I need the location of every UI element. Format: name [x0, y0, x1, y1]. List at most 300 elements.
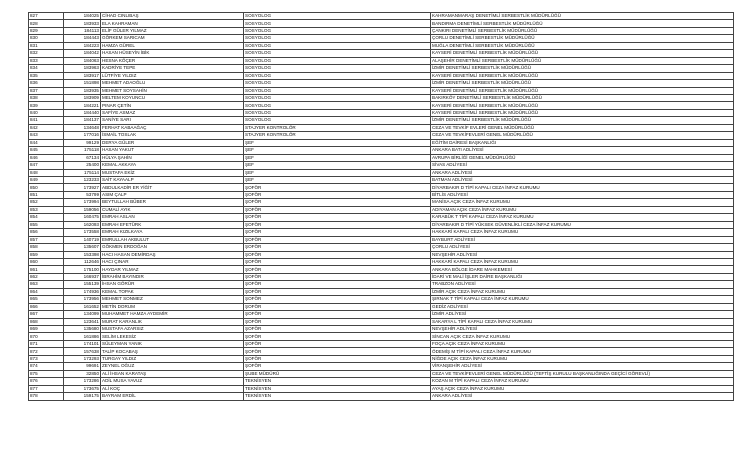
job-title-cell: ŞEF — [244, 162, 431, 169]
table-row — [29, 348, 734, 355]
workplace-unit-cell: AYAŞ AÇIK CEZA İNFAZ KURUMU — [431, 385, 734, 392]
full-name-cell: SANİYE SARI — [101, 117, 244, 124]
full-name-cell: İSMAİL TOSLAK — [101, 132, 244, 139]
row-number-cell: 839 — [29, 102, 64, 109]
job-title-cell: SOSYOLOG — [244, 50, 431, 57]
table-row — [29, 191, 734, 198]
workplace-unit-cell: ANKARA BÖLGE İDARE MAHKEMESİ — [431, 266, 734, 273]
full-name-cell: HASAN YAKUT — [101, 147, 244, 154]
table-row — [29, 65, 734, 72]
row-number-cell: 850 — [29, 184, 64, 191]
row-number-cell: 845 — [29, 147, 64, 154]
row-number-cell: 838 — [29, 94, 64, 101]
row-number-cell: 833 — [29, 57, 64, 64]
workplace-unit-cell: BAKIRKÖY DENETİMLİ SERBESTLİK MÜDÜRLÜĞÜ — [431, 94, 734, 101]
workplace-unit-cell: KAYSERİ DENETİMLİ SERBESTLİK MÜDÜRLÜĞÜ — [431, 87, 734, 94]
full-name-cell: EMRAH ASLAN — [101, 214, 244, 221]
workplace-unit-cell: İZMİR ADLİYESİ — [431, 311, 734, 318]
registry-number-cell: 140719 — [64, 236, 101, 243]
row-number-cell: 848 — [29, 169, 64, 176]
full-name-cell: ABDULKADİR ER YİĞİT — [101, 184, 244, 191]
registry-number-cell: 53799 — [64, 191, 101, 198]
registry-number-cell: 183935 — [64, 87, 101, 94]
full-name-cell: ELA KAHRAMAN — [101, 20, 244, 27]
row-number-cell: 872 — [29, 348, 64, 355]
registry-number-cell: 134648 — [64, 124, 101, 131]
row-number-cell: 860 — [29, 258, 64, 265]
job-title-cell: SOSYOLOG — [244, 42, 431, 49]
job-title-cell: ŞOFÖR — [244, 281, 431, 288]
table-row — [29, 281, 734, 288]
row-number-cell: 862 — [29, 273, 64, 280]
full-name-cell: LÜTFİYE YILDIZ — [101, 72, 244, 79]
workplace-unit-cell: BİTLİS ADLİYESİ — [431, 191, 734, 198]
workplace-unit-cell: DİYARBAKIR D TİPİ KAPALI CEZA İNFAZ KURUMU — [431, 184, 734, 191]
job-title-cell: ŞOFÖR — [244, 333, 431, 340]
registry-number-cell: 184063 — [64, 57, 101, 64]
row-number-cell: 875 — [29, 370, 64, 377]
row-number-cell: 830 — [29, 35, 64, 42]
registry-number-cell: 177016 — [64, 132, 101, 139]
workplace-unit-cell: MANİSA AÇIK CEZA İNFAZ KURUMU — [431, 199, 734, 206]
full-name-cell: SAFİYE ASMAZ — [101, 109, 244, 116]
table-row — [29, 50, 734, 57]
row-number-cell: 857 — [29, 236, 64, 243]
workplace-unit-cell: ÇANKIRI DENETİMLİ SERBESTLİK MÜDÜRLÜĞÜ — [431, 27, 734, 34]
workplace-unit-cell: MUĞLA DENETİMLİ SERBESTLİK MÜDÜRLÜĞÜ — [431, 42, 734, 49]
registry-number-cell: 32850 — [64, 370, 101, 377]
job-title-cell: ŞOFÖR — [244, 340, 431, 347]
full-name-cell: MEHMET ADAOĞLU — [101, 80, 244, 87]
registry-number-cell: 159056 — [64, 206, 101, 213]
table-row — [29, 340, 734, 347]
table-row — [29, 221, 734, 228]
job-title-cell: ŞOFÖR — [244, 326, 431, 333]
registry-number-cell: 99129 — [64, 139, 101, 146]
registry-number-cell: 134099 — [64, 311, 101, 318]
job-title-cell: ŞOFÖR — [244, 273, 431, 280]
table-row — [29, 154, 734, 161]
table-row — [29, 72, 734, 79]
row-number-cell: 843 — [29, 132, 64, 139]
registry-number-cell: 175118 — [64, 147, 101, 154]
registry-number-cell: 67134 — [64, 154, 101, 161]
row-number-cell: 834 — [29, 65, 64, 72]
table-row — [29, 13, 734, 20]
full-name-cell: HÜLYA ŞAHİN — [101, 154, 244, 161]
table-row — [29, 266, 734, 273]
row-number-cell: 829 — [29, 27, 64, 34]
full-name-cell: EMRAH KIZILKAYA — [101, 229, 244, 236]
job-title-cell: ŞOFÖR — [244, 258, 431, 265]
job-title-cell: ŞOFÖR — [244, 214, 431, 221]
row-number-cell: 858 — [29, 244, 64, 251]
row-number-cell: 837 — [29, 87, 64, 94]
workplace-unit-cell: ANKARA BATI ADLİYESİ — [431, 147, 734, 154]
workplace-unit-cell: KAHRAMANMARAŞ DENETİMLİ SERBESTLİK MÜDÜRLÜĞÜ — [431, 13, 734, 20]
job-title-cell: ŞOFÖR — [244, 355, 431, 362]
workplace-unit-cell: İZMİR DENETİMLİ SERBESTLİK MÜDÜRLÜĞÜ — [431, 117, 734, 124]
full-name-cell: HAYDAR YILMAZ — [101, 266, 244, 273]
table-row — [29, 87, 734, 94]
table-row — [29, 176, 734, 183]
registry-number-cell: 183933 — [64, 20, 101, 27]
full-name-cell: MURAT KARANLIK — [101, 318, 244, 325]
table-row — [29, 35, 734, 42]
full-name-cell: MUHAMMET HAMZA AYDEMİR — [101, 311, 244, 318]
job-title-cell: ŞOFÖR — [244, 184, 431, 191]
job-title-cell: SOSYOLOG — [244, 20, 431, 27]
full-name-cell: BEYTULLAH BÜBER — [101, 199, 244, 206]
full-name-cell: HACI ÇINAR — [101, 258, 244, 265]
table-row — [29, 273, 734, 280]
full-name-cell: ALİ İHSAN KARATAŞ — [101, 370, 244, 377]
registry-number-cell: 123233 — [64, 176, 101, 183]
job-title-cell: SOSYOLOG — [244, 13, 431, 20]
row-number-cell: 864 — [29, 288, 64, 295]
registry-number-cell: 153398 — [64, 251, 101, 258]
full-name-cell: EMRAH EFETÜRK — [101, 221, 244, 228]
row-number-cell: 840 — [29, 109, 64, 116]
job-title-cell: SOSYOLOG — [244, 65, 431, 72]
row-number-cell: 876 — [29, 378, 64, 385]
row-number-cell: 827 — [29, 13, 64, 20]
workplace-unit-cell: ÖDEMİŞ M TİPİ KAPALI CEZA İNFAZ KURUMU — [431, 348, 734, 355]
full-name-cell: İBRAHİM BAYINDIR — [101, 273, 244, 280]
job-title-cell: ŞEF — [244, 176, 431, 183]
workplace-unit-cell: ANKARA ADLİYESİ — [431, 393, 734, 400]
job-title-cell: ŞOFÖR — [244, 229, 431, 236]
registry-number-cell: 174101 — [64, 340, 101, 347]
registry-number-cell: 183909 — [64, 94, 101, 101]
table-row — [29, 236, 734, 243]
full-name-cell: EMRULLAH AKBULUT — [101, 236, 244, 243]
personnel-table-body — [29, 13, 734, 401]
personnel-table — [28, 12, 734, 401]
full-name-cell: METİN DORUM — [101, 303, 244, 310]
job-title-cell: ŞOFÖR — [244, 318, 431, 325]
full-name-cell: SELİM LEKESİZ — [101, 333, 244, 340]
workplace-unit-cell: NİĞDE AÇIK CEZA İNFAZ KURUMU — [431, 355, 734, 362]
job-title-cell: ŞOFÖR — [244, 303, 431, 310]
full-name-cell: ASIM ÇALP — [101, 191, 244, 198]
job-title-cell: SOSYOLOG — [244, 94, 431, 101]
table-row — [29, 20, 734, 27]
table-row — [29, 355, 734, 362]
row-number-cell: 859 — [29, 251, 64, 258]
table-row — [29, 80, 734, 87]
workplace-unit-cell: GEDİZ ADLİYESİ — [431, 303, 734, 310]
row-number-cell: 874 — [29, 363, 64, 370]
full-name-cell: PINAR ÇETİN — [101, 102, 244, 109]
job-title-cell: SOSYOLOG — [244, 72, 431, 79]
personnel-list-sheet — [28, 12, 718, 401]
registry-number-cell: 173956 — [64, 296, 101, 303]
full-name-cell: CUMALİ AYIK — [101, 206, 244, 213]
job-title-cell: STAJYER KONTROLÖR — [244, 132, 431, 139]
row-number-cell: 869 — [29, 326, 64, 333]
row-number-cell: 877 — [29, 385, 64, 392]
job-title-cell: SOSYOLOG — [244, 35, 431, 42]
workplace-unit-cell: TRABZON ADLİYESİ — [431, 281, 734, 288]
full-name-cell: KEMAL AKKAYA — [101, 162, 244, 169]
job-title-cell: SOSYOLOG — [244, 109, 431, 116]
job-title-cell: ŞOFÖR — [244, 311, 431, 318]
row-number-cell: 836 — [29, 80, 64, 87]
registry-number-cell: 173927 — [64, 184, 101, 191]
registry-number-cell: 173675 — [64, 385, 101, 392]
job-title-cell: ŞOFÖR — [244, 199, 431, 206]
full-name-cell: TURGAY YILDIZ — [101, 355, 244, 362]
workplace-unit-cell: NEVŞEHİR ADLİYESİ — [431, 251, 734, 258]
table-row — [29, 333, 734, 340]
workplace-unit-cell: KAYSERİ DENETİMLİ SERBESTLİK MÜDÜRLÜĞÜ — [431, 50, 734, 57]
job-title-cell: ŞOFÖR — [244, 236, 431, 243]
registry-number-cell: 161886 — [64, 333, 101, 340]
workplace-unit-cell: ANKARA ADLİYESİ — [431, 169, 734, 176]
row-number-cell: 842 — [29, 124, 64, 131]
registry-number-cell: 123641 — [64, 318, 101, 325]
table-row — [29, 378, 734, 385]
job-title-cell: SOSYOLOG — [244, 102, 431, 109]
job-title-cell: ŞOFÖR — [244, 206, 431, 213]
workplace-unit-cell: SİNCAN AÇIK CEZA İNFAZ KURUMU — [431, 333, 734, 340]
workplace-unit-cell: BAYBURT ADLİYESİ — [431, 236, 734, 243]
registry-number-cell: 184443 — [64, 35, 101, 42]
workplace-unit-cell: DİYARBAKIR D TİPİ YÜKSEK GÜVENLİKLİ CEZA İNFAZ KURUMU — [431, 221, 734, 228]
registry-number-cell: 151898 — [64, 80, 101, 87]
registry-number-cell: 135680 — [64, 326, 101, 333]
row-number-cell: 831 — [29, 42, 64, 49]
full-name-cell: MELTEM KOYUNCU — [101, 94, 244, 101]
row-number-cell: 828 — [29, 20, 64, 27]
registry-number-cell: 135607 — [64, 244, 101, 251]
workplace-unit-cell: ÇORLU DENETİMLİ SERBESTLİK MÜDÜRLÜĞÜ — [431, 35, 734, 42]
table-row — [29, 214, 734, 221]
full-name-cell: GÖKMEN ERDOĞAN — [101, 244, 244, 251]
row-number-cell: 866 — [29, 303, 64, 310]
row-number-cell: 867 — [29, 311, 64, 318]
full-name-cell: ADİL MUSA YAVUZ — [101, 378, 244, 385]
workplace-unit-cell: ŞIRNAK T TİPİ KAPALI CEZA İNFAZ KURUMU — [431, 296, 734, 303]
row-number-cell: 847 — [29, 162, 64, 169]
row-number-cell: 852 — [29, 199, 64, 206]
full-name-cell: ALİ KOÇ — [101, 385, 244, 392]
job-title-cell: SOSYOLOG — [244, 80, 431, 87]
workplace-unit-cell: CEZA VE TEVKİF EVLERİ GENEL MÜDÜRLÜĞÜ — [431, 124, 734, 131]
workplace-unit-cell: CEZA VE TEVKİFEVLERİ GENEL MÜDÜRLÜĞÜ — [431, 132, 734, 139]
full-name-cell: HASAN HÜSEYİN İBİK — [101, 50, 244, 57]
full-name-cell: ZEYNEL OĞUZ — [101, 363, 244, 370]
workplace-unit-cell: SAKARYA L TİPİ KAPALI CEZA İNFAZ KURUMU — [431, 318, 734, 325]
registry-number-cell: 157638 — [64, 348, 101, 355]
full-name-cell: KADRİYE TEPE — [101, 65, 244, 72]
job-title-cell: TEKNİSYEN — [244, 378, 431, 385]
registry-number-cell: 175100 — [64, 266, 101, 273]
registry-number-cell: 159175 — [64, 393, 101, 400]
registry-number-cell: 183917 — [64, 72, 101, 79]
table-row — [29, 303, 734, 310]
job-title-cell: ŞEF — [244, 147, 431, 154]
table-row — [29, 184, 734, 191]
row-number-cell: 873 — [29, 355, 64, 362]
full-name-cell: İHSAN GÖRÜR — [101, 281, 244, 288]
row-number-cell: 861 — [29, 266, 64, 273]
job-title-cell: ŞEF — [244, 139, 431, 146]
job-title-cell: STAJYER KONTROLÖR — [244, 124, 431, 131]
full-name-cell: HACI HASAN DEMİRDAŞ — [101, 251, 244, 258]
registry-number-cell: 155139 — [64, 281, 101, 288]
registry-number-cell: 25400 — [64, 162, 101, 169]
workplace-unit-cell: ADIYAMAN AÇIK CEZA İNFAZ KURUMU — [431, 206, 734, 213]
row-number-cell: 868 — [29, 318, 64, 325]
job-title-cell: ŞOFÖR — [244, 363, 431, 370]
full-name-cell: FERHAT KABAAĞAÇ — [101, 124, 244, 131]
registry-number-cell: 173293 — [64, 355, 101, 362]
row-number-cell: 865 — [29, 296, 64, 303]
registry-number-cell: 173558 — [64, 229, 101, 236]
registry-number-cell: 162093 — [64, 221, 101, 228]
job-title-cell: ŞOFÖR — [244, 288, 431, 295]
table-row — [29, 109, 734, 116]
workplace-unit-cell: HAKKARİ KAPALI CEZA İNFAZ KURUMU — [431, 229, 734, 236]
table-row — [29, 147, 734, 154]
row-number-cell: 851 — [29, 191, 64, 198]
full-name-cell: BAYRAM ERDİL — [101, 393, 244, 400]
registry-number-cell: 174936 — [64, 288, 101, 295]
full-name-cell: DERYA GÜLER — [101, 139, 244, 146]
workplace-unit-cell: KAYSERİ DENETİMLİ SERBESTLİK MÜDÜRLÜĞÜ — [431, 102, 734, 109]
table-row — [29, 326, 734, 333]
job-title-cell: ŞEF — [244, 169, 431, 176]
job-title-cell: SOSYOLOG — [244, 57, 431, 64]
workplace-unit-cell: KOZAN M TİPİ KAPALI CEZA İNFAZ KURUMU — [431, 378, 734, 385]
row-number-cell: 854 — [29, 214, 64, 221]
full-name-cell: MEHMET SONMEZ — [101, 296, 244, 303]
job-title-cell: ŞOFÖR — [244, 191, 431, 198]
registry-number-cell: 184025 — [64, 13, 101, 20]
table-row — [29, 199, 734, 206]
job-title-cell: TEKNİSYEN — [244, 393, 431, 400]
workplace-unit-cell: KAYSERİ DENETİMLİ SERBESTLİK MÜDÜRLÜĞÜ — [431, 109, 734, 116]
table-row — [29, 206, 734, 213]
table-row — [29, 27, 734, 34]
row-number-cell: 871 — [29, 340, 64, 347]
row-number-cell: 841 — [29, 117, 64, 124]
full-name-cell: HESNA KÖÇER — [101, 57, 244, 64]
full-name-cell: TALİP KOCABAŞ — [101, 348, 244, 355]
row-number-cell: 855 — [29, 221, 64, 228]
registry-number-cell: 184137 — [64, 117, 101, 124]
job-title-cell: ŞOFÖR — [244, 266, 431, 273]
registry-number-cell: 173286 — [64, 378, 101, 385]
row-number-cell: 863 — [29, 281, 64, 288]
job-title-cell: SOSYOLOG — [244, 87, 431, 94]
table-row — [29, 139, 734, 146]
job-title-cell: SOSYOLOG — [244, 27, 431, 34]
workplace-unit-cell: İDARİ VE MALİ İŞLER DAİRE BAŞKANLIĞI — [431, 273, 734, 280]
table-row — [29, 57, 734, 64]
table-row — [29, 229, 734, 236]
registry-number-cell: 112646 — [64, 258, 101, 265]
table-row — [29, 102, 734, 109]
full-name-cell: SÜLEYMAN YANIK — [101, 340, 244, 347]
table-row — [29, 42, 734, 49]
registry-number-cell: 175114 — [64, 169, 101, 176]
job-title-cell: ŞOFÖR — [244, 296, 431, 303]
table-row — [29, 311, 734, 318]
job-title-cell: ŞUBE MÜDÜRÜ — [244, 370, 431, 377]
table-row — [29, 318, 734, 325]
row-number-cell: 844 — [29, 139, 64, 146]
workplace-unit-cell: AVRUPA BİRLİĞİ GENEL MÜDÜRLÜĞÜ — [431, 154, 734, 161]
workplace-unit-cell: İZMİR DENETİMLİ SERBESTLİK MÜDÜRLÜĞÜ — [431, 65, 734, 72]
workplace-unit-cell: VİRANŞEHİR ADLİYESİ — [431, 363, 734, 370]
registry-number-cell: 184440 — [64, 109, 101, 116]
table-row — [29, 258, 734, 265]
table-row — [29, 244, 734, 251]
table-row — [29, 162, 734, 169]
workplace-unit-cell: FOÇA AÇIK CEZA İNFAZ KURUMU — [431, 340, 734, 347]
row-number-cell: 853 — [29, 206, 64, 213]
row-number-cell: 870 — [29, 333, 64, 340]
workplace-unit-cell: EĞİTİM DAİRESİ BAŞKANLIĞI — [431, 139, 734, 146]
job-title-cell: ŞOFÖR — [244, 348, 431, 355]
table-row — [29, 288, 734, 295]
registry-number-cell: 184042 — [64, 50, 101, 57]
registry-number-cell: 184113 — [64, 27, 101, 34]
registry-number-cell: 173994 — [64, 199, 101, 206]
table-row — [29, 393, 734, 400]
full-name-cell: GÖRKEM SARICAM — [101, 35, 244, 42]
workplace-unit-cell: NEVŞEHİR ADLİYESİ — [431, 326, 734, 333]
registry-number-cell: 161652 — [64, 303, 101, 310]
workplace-unit-cell: ALAŞEHİR DENETİMLİ SERBESTLİK MÜDÜRLÜĞÜ — [431, 57, 734, 64]
job-title-cell: ŞOFÖR — [244, 221, 431, 228]
full-name-cell: MUSTAFA AZARSIZ — [101, 326, 244, 333]
workplace-unit-cell: ÇORLU ADLİYESİ — [431, 244, 734, 251]
row-number-cell: 849 — [29, 176, 64, 183]
full-name-cell: HAMZA GÜREL — [101, 42, 244, 49]
workplace-unit-cell: HAKKARİ KAPALI CEZA İNFAZ KURUMU — [431, 258, 734, 265]
job-title-cell: SOSYOLOG — [244, 117, 431, 124]
row-number-cell: 832 — [29, 50, 64, 57]
registry-number-cell: 160475 — [64, 214, 101, 221]
table-row — [29, 370, 734, 377]
table-row — [29, 385, 734, 392]
full-name-cell: CİHAD CINLIBAŞ — [101, 13, 244, 20]
table-row — [29, 363, 734, 370]
table-row — [29, 117, 734, 124]
job-title-cell: TEKNİSYEN — [244, 385, 431, 392]
row-number-cell: 846 — [29, 154, 64, 161]
row-number-cell: 835 — [29, 72, 64, 79]
full-name-cell: SAİT KAYAALP — [101, 176, 244, 183]
workplace-unit-cell: BANDIRMA DENETİMLİ SERBESTLİK MÜDÜRLÜĞÜ — [431, 20, 734, 27]
workplace-unit-cell: SİVAS ADLİYESİ — [431, 162, 734, 169]
registry-number-cell: 166937 — [64, 273, 101, 280]
full-name-cell: MEHMET SOYSAHİN — [101, 87, 244, 94]
row-number-cell: 878 — [29, 393, 64, 400]
full-name-cell: MUSTAFA EKİZ — [101, 169, 244, 176]
registry-number-cell: 184223 — [64, 42, 101, 49]
registry-number-cell: 183963 — [64, 65, 101, 72]
table-row — [29, 169, 734, 176]
workplace-unit-cell: İZMİR DENETİMLİ SERBESTLİK MÜDÜRLÜĞÜ — [431, 80, 734, 87]
job-title-cell: ŞOFÖR — [244, 251, 431, 258]
table-row — [29, 251, 734, 258]
workplace-unit-cell: KAYSERİ DENETİMLİ SERBESTLİK MÜDÜRLÜĞÜ — [431, 72, 734, 79]
